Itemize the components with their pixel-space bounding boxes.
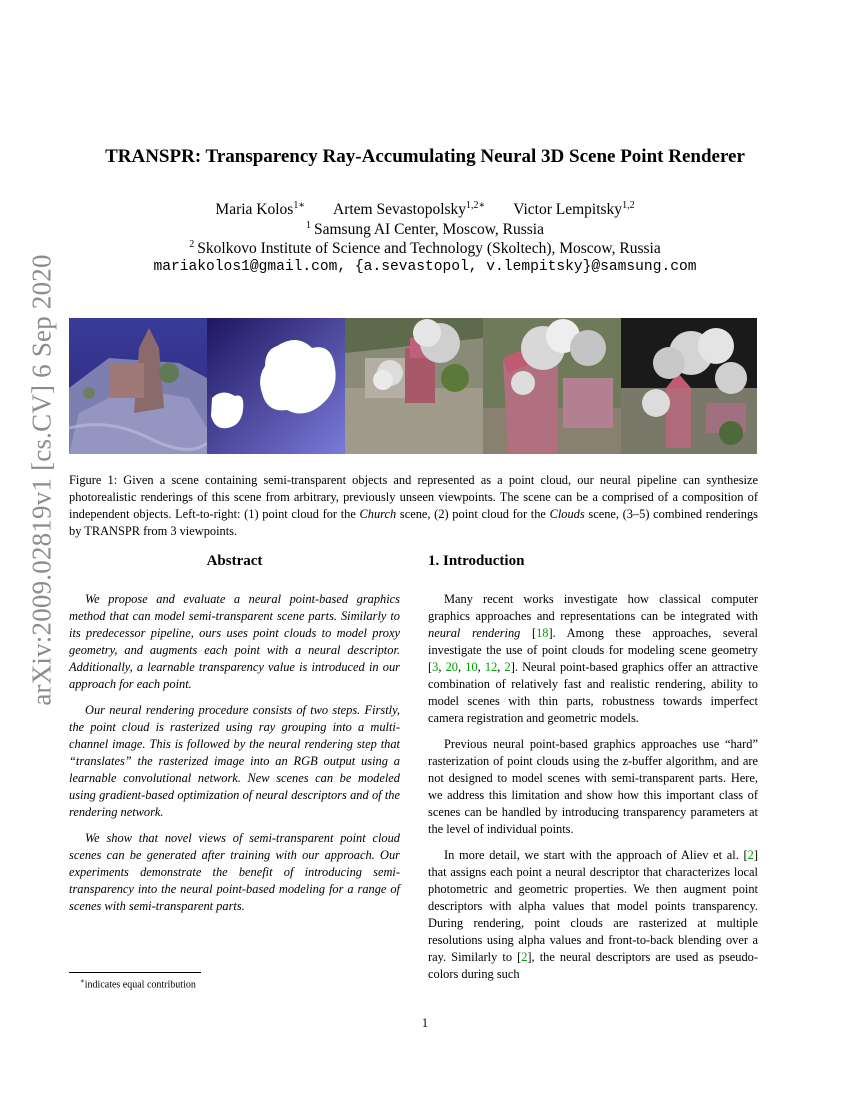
author-list [0,200,850,219]
citation-link[interactable]: 20 [445,660,458,674]
abstract-heading: Abstract [206,553,263,569]
clouds-point-cloud-image [207,318,345,454]
author: Artem Sevastopolsky$^{1,2∗}$ [333,200,486,219]
church-point-cloud-image [69,318,207,454]
author-emails: mariakolos1@gmail.com, {a.sevastopol, v.lempitsky}@samsung.com [153,259,697,275]
arxiv-stamp-text: arXiv:2009.02819v1 [cs.CV] 6 Sep 2020 [26,254,57,706]
introduction-section [428,553,758,992]
citation-link[interactable]: 2 [504,660,511,674]
abstract-paragraph: Our neural rendering procedure consists of two steps. Firstly, the point cloud is rasterized using ray grouping into a multi-channel image. This is followed by the neural rendering step that “translates” the rasterized image into an RGB output using a learnable convolutional network. New scenes can be modeled using gradient-based optimization of neural descriptors and of the rendering network. [69,703,400,819]
abstract-paragraph: We propose and evaluate a neural point-based graphics method that can model semi-transparent scene parts. Similarly to its predecessor pipeline, ours uses point clouds to model proxy geometry, and augments each point with a neural descriptor. Additionally, a learnable transparency value is introduced in our approach for each point. [69,592,400,691]
affiliation: $^1$ Samsung AI Center, Moscow, Russia [305,220,544,239]
author: Maria Kolos$^{1∗}$ [215,200,306,219]
intro-paragraph: Many recent works investigate how classical computer graphics approaches and representations can be integrated with neural rendering [18]. Among these approaches, several investigate the use of point clouds for modeling scene geometry [3, 20, 10, 12, 2]. Neural point-based graphics offer an attractive combination of relatively fast and realistic rendering, ability to model scenes with thin parts, robustness towards imperfect camera registration and geometric models. [428,592,758,725]
citation-link[interactable]: 2 [521,950,528,964]
figure-caption: Figure 1: Given a scene containing semi-transparent objects and represented as a point cloud, our neural pipeline can synthesize photorealistic renderings of this scene from arbitrary, previously unseen viewpoints. The scene can be a comprised of a composition of independent objects. Left-to-right: (1) point cloud for the Church scene, (2) point cloud for the Clouds scene, (3–5) combined renderings by TRANSPR from 3 viewpoints. [69,473,758,538]
rendering-view-2-image [483,318,621,454]
figure-1 [69,318,757,454]
abstract-section [69,553,400,924]
author: Victor Lempitsky$^{1,2}$ [513,200,635,219]
introduction-heading: 1. Introduction [428,553,525,569]
affiliation: $^2$ Skolkovo Institute of Science and Technology (Skoltech), Moscow, Russia [189,239,661,258]
citation-link[interactable]: 2 [747,848,754,862]
citation-link[interactable]: 10 [465,660,478,674]
intro-paragraph: Previous neural point-based graphics approaches use “hard” rasterization of point clouds using the z-buffer algorithm, and are not designed to model scenes with semi-transparent parts. Here, we address this limitation and show how this important class of scenes can be handled by introducing transparency parameters at the level of individual points. [428,737,758,836]
citation-link[interactable]: 12 [484,660,498,674]
rendering-view-3-image [621,318,757,454]
paper-title: TRANSPR: Transparency Ray-Accumulating Neural 3D Scene Point Renderer [105,146,745,167]
page-number: 1 [421,1016,429,1030]
abstract-paragraph: We show that novel views of semi-transparent point cloud scenes can be generated after training with our approach. Our experiments demonstrate the benefit of introducing semi-transparency into the neural point-based modeling for a range of scenes with semi-transparent parts. [69,831,400,913]
rendering-view-1-image [345,318,483,454]
footnote: ∗indicates equal contribution [80,977,196,991]
intro-paragraph: In more detail, we start with the approach of Aliev et al. [2] that assigns each point a neural descriptor that characterizes local photometric and geometric properties. We then augment point descriptors with alpha values that model points transparency. During rendering, point clouds are rasterized at multiple resolutions using alpha values and front-to-back blending over a ray. Similarly to [2], the neural descriptors are used as pseudo-colors during such [428,848,758,981]
citation-link[interactable]: 18 [536,626,549,640]
footnote-divider [69,972,201,973]
citation-link[interactable]: 3 [432,660,439,674]
